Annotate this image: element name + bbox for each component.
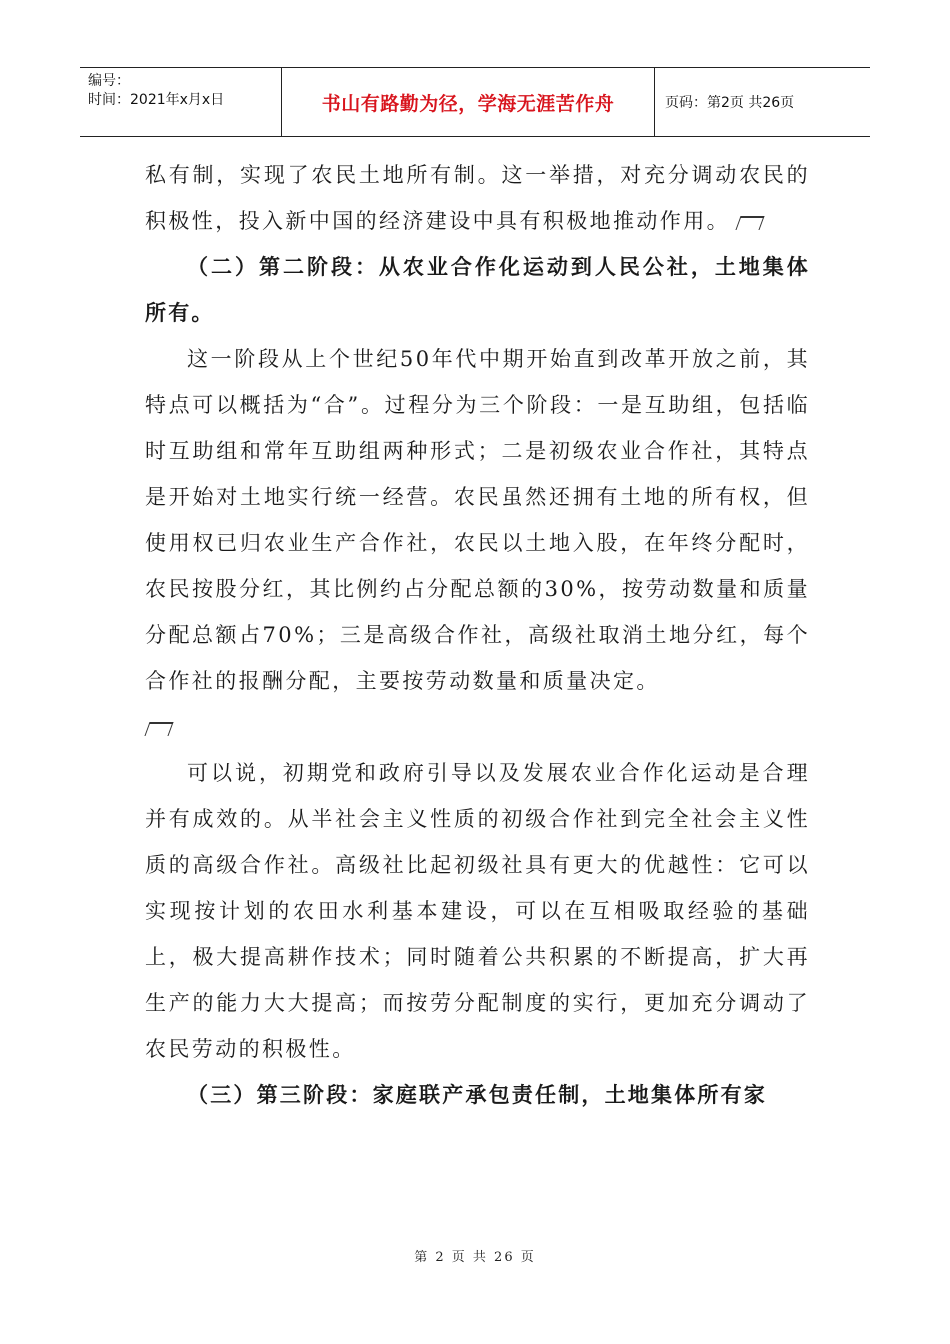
paragraph-continuation [145, 152, 810, 244]
header-page-info: 页码：第2页 共26页 [665, 95, 795, 111]
paragraph-stage-two: 这一阶段从上个世纪50年代中期开始直到改革开放之前，其特点可以概括为“合”。过程分为三个阶段：一是互助组，包括临时互助组和常年互助组两种形式；二是初级农业合作社，其特点是开始对土地实行统一经营。农民虽然还拥有土地的所有权，但使用权已归农业生产合作社，农民以土地入股，在年终分配时，农民按股分红，其比例约占分配总额的30%，按劳动数量和质量分配总额占70%；三是高级合作社，高级社取消土地分红，每个合作社的报酬分配，主要按劳动数量和质量决定。 [145, 347, 810, 693]
edit-mark-line [145, 704, 810, 750]
edit-mark-icon [144, 722, 173, 736]
section-heading-3: （三）第三阶段：家庭联产承包责任制，土地集体所有家 [187, 1083, 767, 1107]
header-meta [80, 68, 282, 136]
page-footer: 第 2 页 共 26 页 [414, 1250, 536, 1265]
document-body [145, 152, 810, 1118]
header-motto-cell [282, 68, 655, 136]
edit-mark-icon [735, 216, 764, 230]
header-number-label: 编号： [88, 73, 130, 89]
paragraph-text: 私有制，实现了农民土地所有制。这一举措，对充分调动农民的积极性，投入新中国的经济建设中具有积极地推动作用。 [145, 163, 810, 233]
paragraph-evaluation: 可以说，初期党和政府引导以及发展农业合作化运动是合理并有成效的。从半社会主义性质的初级合作社到完全社会主义性质的高级合作社。高级社比起初级社具有更大的优越性：它可以实现按计划的农田水利基本建设，可以在互相吸取经验的基础上，极大提高耕作技术；同时随着公共积累的不断提高，扩大再生产的能力大大提高；而按劳分配制度的实行，更加充分调动了农民劳动的积极性。 [145, 761, 810, 1061]
header-date-label: 时间：2021年x月x日 [88, 92, 225, 108]
section-heading-2: （二）第二阶段：从农业合作化运动到人民公社，土地集体所有。 [145, 255, 810, 325]
page-header [80, 67, 870, 137]
header-motto: 书山有路勤为径，学海无涯苦作舟 [321, 92, 615, 115]
